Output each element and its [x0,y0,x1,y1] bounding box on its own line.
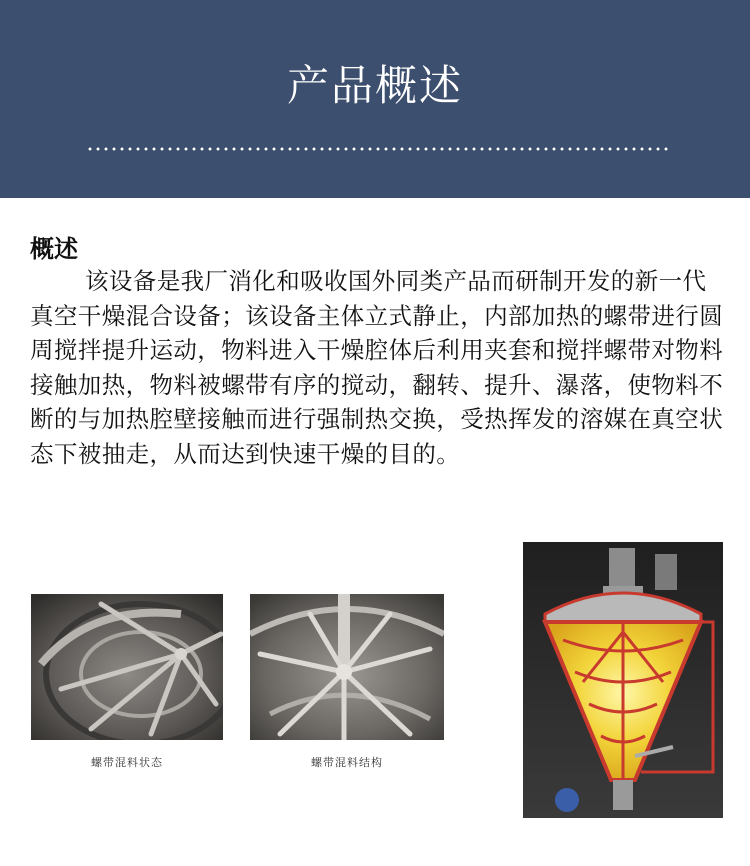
ribbon-mixing-structure-photo [250,594,444,740]
section-heading: 概述 [30,235,78,263]
photo-caption: 螺带混料状态 [91,756,163,769]
page-title: 产品概述 [286,61,463,110]
page-header [0,0,750,198]
ribbon-mixing-state-photo [31,594,223,740]
dotted-divider [86,147,668,151]
overview-paragraph: 该设备是我厂消化和吸收国外同类产品而研制开发的新一代真空干燥混合设备；该设备主体立式静止，内部加热的螺带进行圆周搅拌提升运动，物料进入干燥腔体后利用夹套和搅拌螺带对物料接触加热，物料被螺带有序的搅动，翻转、提升、瀑落，使物料不断的与加热腔壁接触而进行强制热交换，受热挥发的溶媒在真空状态下被抽走，从而达到快速干燥的目的。 [30,267,724,468]
conical-dryer-cutaway-photo [523,542,723,818]
photo-caption: 螺带混料结构 [311,756,383,769]
